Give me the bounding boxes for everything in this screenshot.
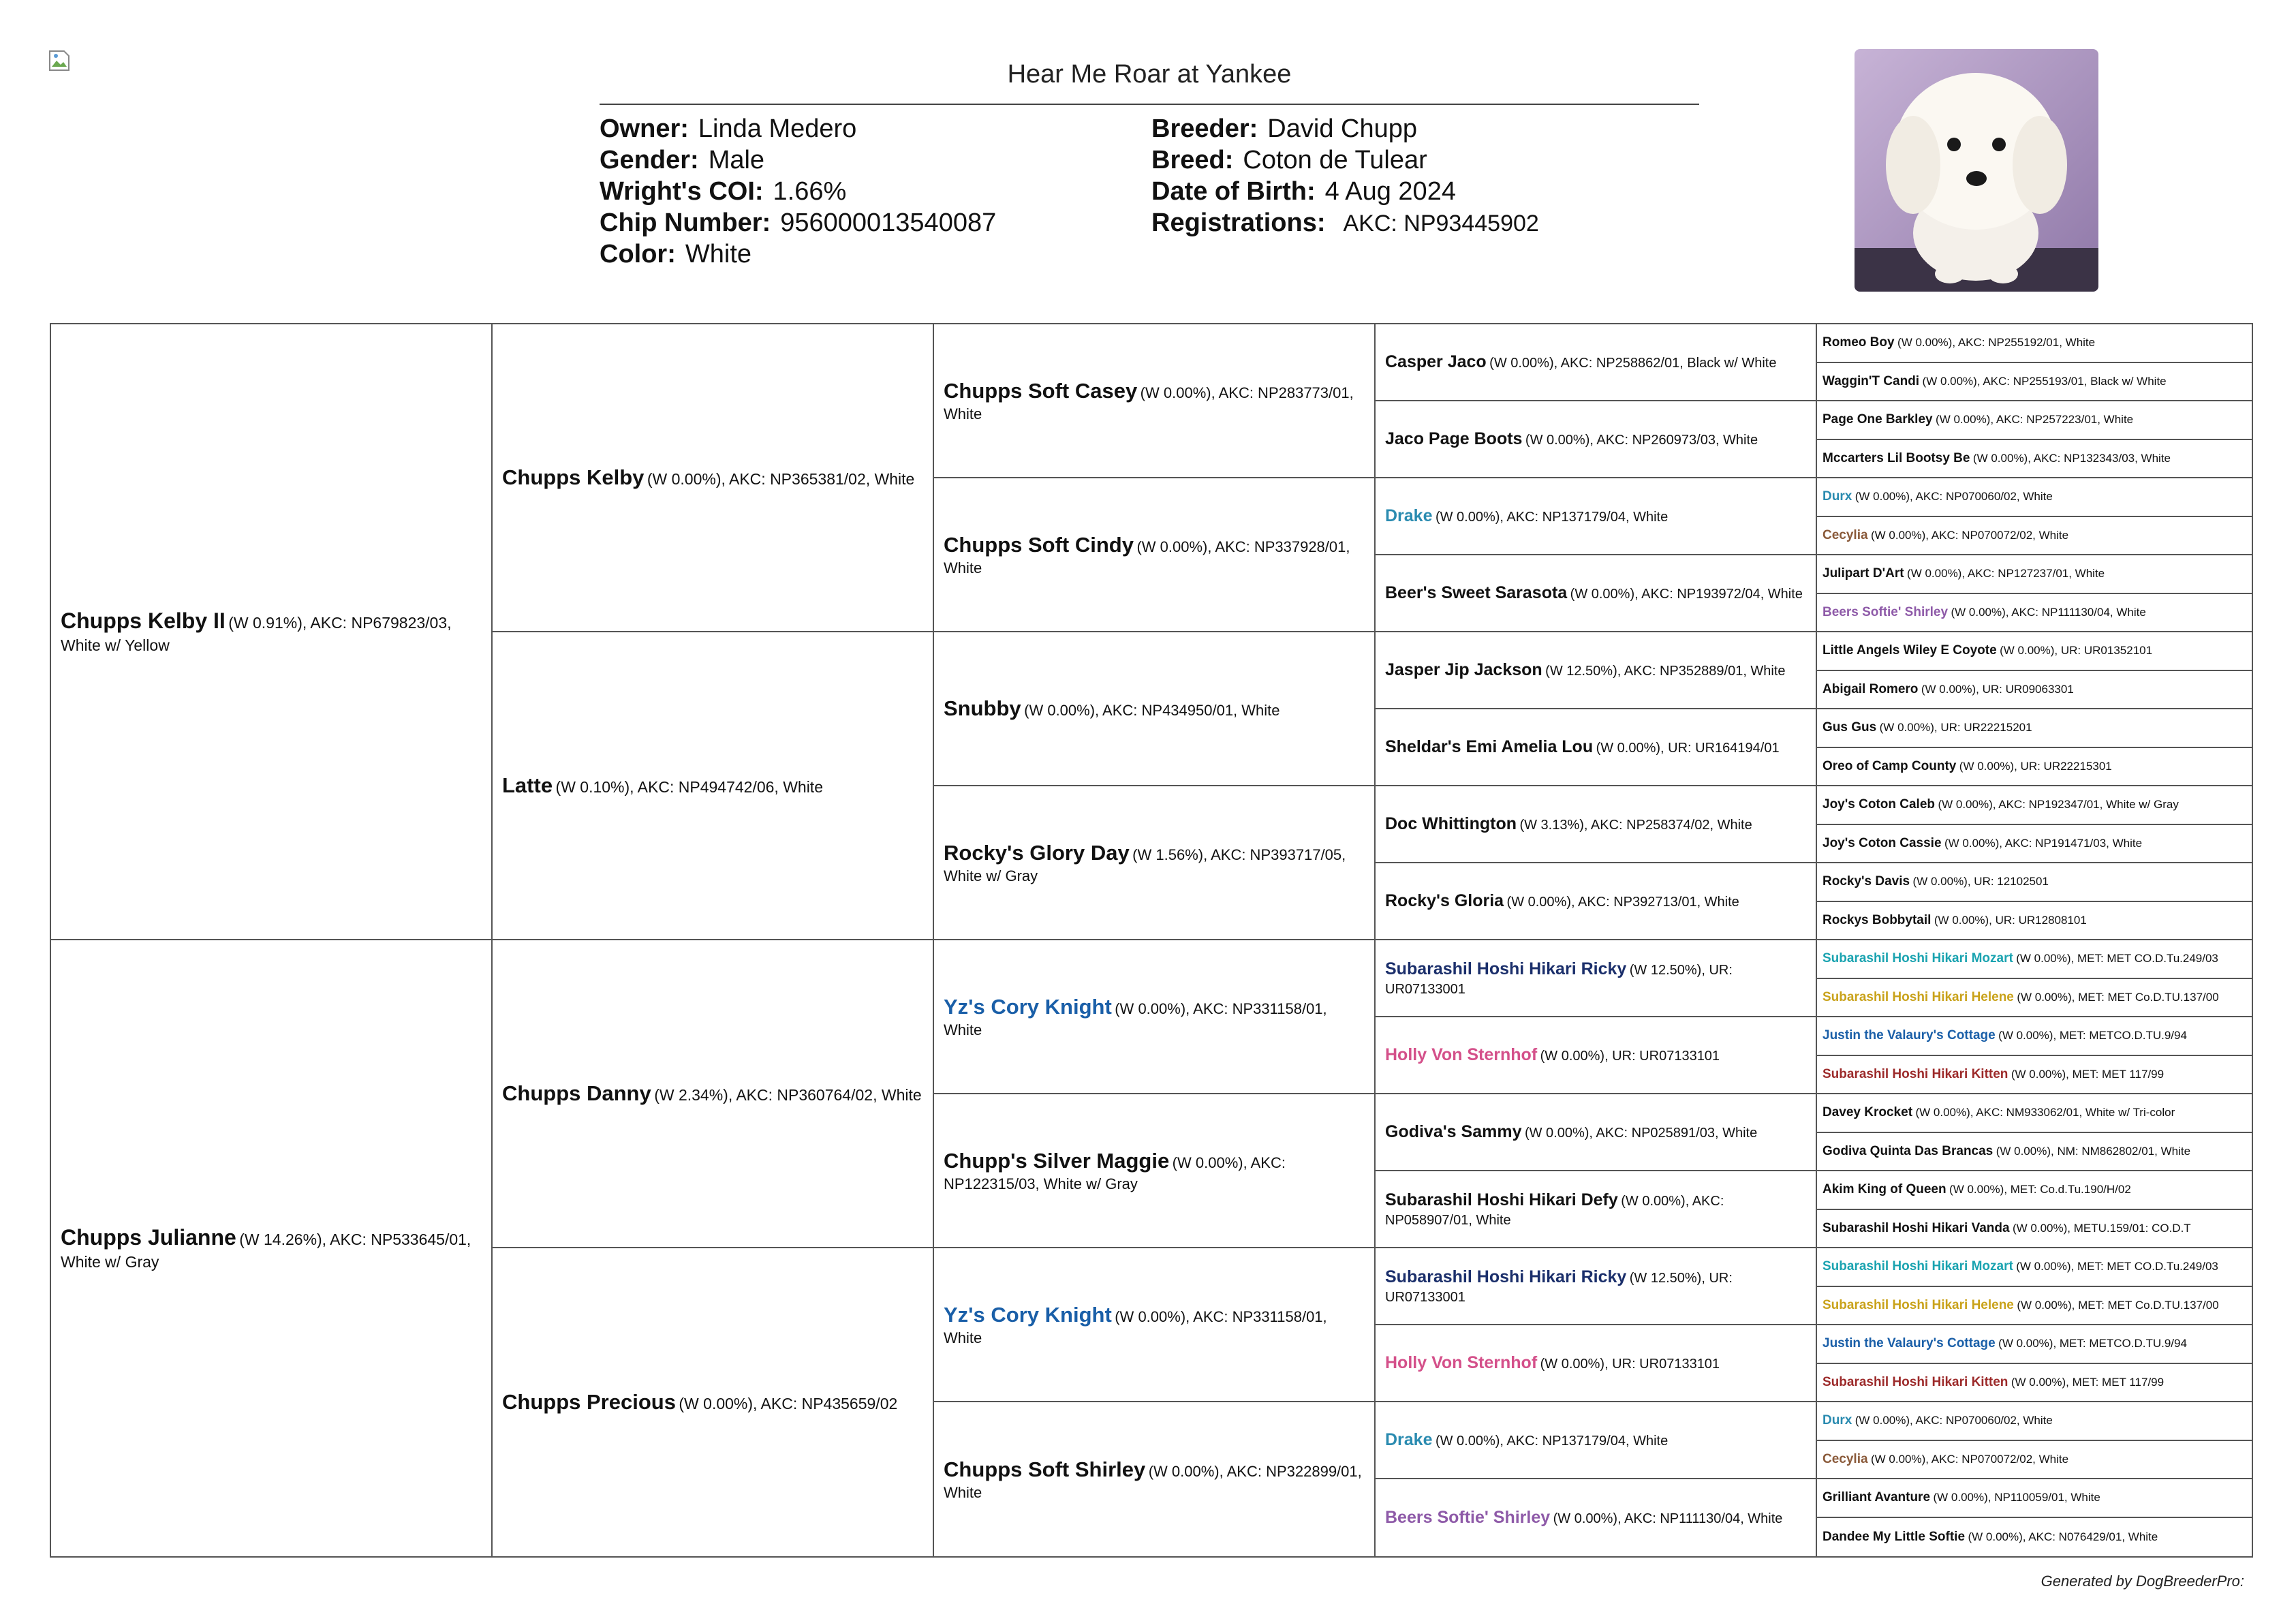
- ancestor-name: Holly Von Sternhof: [1385, 1353, 1538, 1373]
- ancestor-entry: [1822, 720, 2032, 737]
- ancestor-name: Joy's Coton Caleb: [1822, 797, 1935, 812]
- ancestor-name: Page One Barkley: [1822, 412, 1933, 427]
- ancestor-entry: [61, 1224, 482, 1272]
- ancestor-details: (W 0.00%), AKC: NP331158/01, White: [944, 1000, 1327, 1038]
- ancestor-details: (W 1.56%), AKC: NP393717/05, White w/ Gray: [944, 846, 1346, 884]
- ancestor-entry: [1822, 1220, 2191, 1237]
- ancestor-entry: [502, 772, 823, 799]
- pedigree-cell-gen1: [51, 324, 493, 940]
- ancestor-name: Little Angels Wiley E Coyote: [1822, 643, 1997, 658]
- pedigree-cell-gen5: [1817, 1017, 2252, 1056]
- ancestor-name: Drake: [1385, 506, 1433, 526]
- pedigree-cell-gen4: [1376, 632, 1817, 709]
- ancestor-entry: [1822, 1104, 2175, 1122]
- ancestor-entry: [502, 1080, 922, 1107]
- pedigree-cell-gen5: [1817, 517, 2252, 555]
- ancestor-entry: [1822, 412, 2133, 429]
- ancestor-details: (W 0.00%), MET: MET 117/99: [2011, 1375, 2165, 1389]
- ancestor-name: Rocky's Gloria: [1385, 891, 1504, 911]
- pedigree-cell-gen5: [1817, 709, 2252, 748]
- pedigree-cell-gen4: [1376, 940, 1817, 1017]
- ancestor-entry: [1822, 1181, 2131, 1199]
- pedigree-cell-gen4: [1376, 1094, 1817, 1171]
- pedigree-cell-gen3: [934, 1402, 1376, 1556]
- title-divider: [600, 104, 1699, 105]
- ancestor-details: (W 0.00%), AKC: NP392713/01, White: [1506, 895, 1739, 910]
- ancestor-details: (W 0.00%), UR: UR07133101: [1540, 1357, 1720, 1372]
- ancestor-details: (W 0.00%), AKC: NP137179/04, White: [1435, 510, 1669, 525]
- ancestor-details: (W 0.00%), AKC: NP058907/01, White: [1385, 1194, 1724, 1228]
- breeder-value: David Chupp: [1267, 114, 1417, 143]
- ancestor-entry: [1822, 527, 2068, 544]
- ancestor-name: Beer's Sweet Sarasota: [1385, 583, 1568, 603]
- ancestor-name: Chupps Soft Casey: [944, 378, 1138, 403]
- ancestor-details: (W 0.00%), AKC: NP070060/02, White: [1855, 1414, 2053, 1427]
- pedigree-cell-gen4: [1376, 863, 1817, 940]
- ancestor-entry: [1822, 1335, 2187, 1352]
- pedigree-cell-gen5: [1817, 1518, 2252, 1556]
- ancestor-details: (W 0.00%), AKC: NP193972/04, White: [1570, 587, 1803, 602]
- pedigree-cell-gen5: [1817, 1364, 2252, 1402]
- ancestor-entry: [1822, 758, 2112, 775]
- pedigree-cell-gen4: [1376, 401, 1817, 478]
- ancestor-entry: [1385, 582, 1803, 604]
- pedigree-cell-gen5: [1817, 1479, 2252, 1518]
- pedigree-cell-gen5: [1817, 1094, 2252, 1133]
- ancestor-details: (W 0.00%), AKC: NP337928/01, White: [944, 538, 1350, 576]
- ancestor-entry: [1822, 335, 2095, 352]
- ancestor-name: Sheldar's Emi Amelia Lou: [1385, 737, 1594, 757]
- pedigree-cell-gen5: [1817, 1248, 2252, 1287]
- ancestor-name: Chupp's Silver Maggie: [944, 1148, 1170, 1173]
- gender-value: Male: [708, 146, 765, 174]
- pedigree-cell-gen5: [1817, 1441, 2252, 1479]
- ancestor-entry: [1385, 958, 1806, 998]
- ancestor-name: Chupps Soft Shirley: [944, 1457, 1146, 1481]
- ancestor-details: (W 0.00%), AKC: NP257223/01, White: [1936, 413, 2134, 427]
- ancestor-details: (W 0.00%), METU.159/01: CO.D.T: [2013, 1221, 2191, 1235]
- pedigree-cell-gen4: [1376, 324, 1817, 401]
- ancestor-entry: [1385, 351, 1776, 373]
- pedigree-cell-gen5: [1817, 363, 2252, 401]
- ancestor-details: (W 0.00%), AKC: NP025891/03, White: [1524, 1126, 1758, 1141]
- ancestor-entry: [1822, 1489, 2100, 1506]
- ancestor-name: Julipart D'Art: [1822, 566, 1904, 581]
- pedigree-cell-gen5: [1817, 1056, 2252, 1094]
- breed-value: Coton de Tulear: [1243, 146, 1427, 174]
- ancestor-name: Oreo of Camp County: [1822, 758, 1957, 773]
- ancestor-entry: [1822, 989, 2219, 1006]
- pedigree-cell-gen4: [1376, 555, 1817, 632]
- pedigree-cell-gen1: [51, 940, 493, 1556]
- owner-value: Linda Medero: [698, 114, 857, 143]
- ancestor-name: Justin the Valaury's Cottage: [1822, 1336, 1996, 1351]
- breed-row: [1151, 144, 1539, 176]
- pedigree-cell-gen5: [1817, 671, 2252, 709]
- ancestor-entry: [1385, 1121, 1757, 1143]
- ancestor-name: Subarashil Hoshi Hikari Helene: [1822, 989, 2014, 1004]
- ancestor-details: (W 0.00%), MET: METCO.D.TU.9/94: [1998, 1029, 2187, 1042]
- ancestor-entry: [1822, 835, 2142, 852]
- ancestor-details: (W 0.00%), AKC: NP260973/03, White: [1525, 433, 1758, 448]
- pedigree-cell-gen5: [1817, 940, 2252, 979]
- gender-label: Gender:: [600, 146, 699, 174]
- ancestor-name: Godiva Quinta Das Brancas: [1822, 1143, 1994, 1158]
- owner-row: [600, 113, 996, 144]
- dob-value: 4 Aug 2024: [1324, 177, 1456, 206]
- ancestor-details: (W 0.00%), UR: UR01352101: [2000, 644, 2153, 658]
- ancestor-details: (W 0.00%), AKC: NP322899/01, White: [944, 1462, 1362, 1501]
- ancestor-entry: [1822, 912, 2087, 929]
- generated-by-footer: Generated by DogBreederPro:: [2041, 1573, 2244, 1590]
- ancestor-name: Rockys Bobbytail: [1822, 912, 1932, 927]
- ancestor-details: (W 0.00%), MET: MET 117/99: [2011, 1067, 2165, 1081]
- ancestor-entry: [1822, 1027, 2187, 1045]
- pedigree-cell-gen5: [1817, 863, 2252, 902]
- owner-label: Owner:: [600, 114, 689, 143]
- ancestor-entry: [1385, 813, 1752, 835]
- ancestor-details: (W 0.00%), AKC: NP111130/04, White: [1951, 605, 2146, 619]
- ancestor-name: Chupps Soft Cindy: [944, 532, 1134, 557]
- coi-label: Wright's COI:: [600, 177, 764, 206]
- ancestor-entry: [1385, 1044, 1720, 1066]
- pedigree-cell-gen4: [1376, 1325, 1817, 1402]
- ancestor-name: Subarashil Hoshi Hikari Ricky: [1385, 1267, 1627, 1287]
- ancestor-name: Chupps Precious: [502, 1389, 676, 1414]
- ancestor-name: Romeo Boy: [1822, 335, 1895, 350]
- ancestor-details: (W 0.00%), UR: UR07133101: [1540, 1049, 1720, 1064]
- ancestor-entry: [1385, 1352, 1720, 1374]
- breeder-label: Breeder:: [1151, 114, 1258, 143]
- ancestor-entry: [1822, 1066, 2164, 1083]
- pedigree-cell-gen5: [1817, 1133, 2252, 1171]
- ancestor-name: Subarashil Hoshi Hikari Kitten: [1822, 1066, 2008, 1081]
- ancestor-name: Justin the Valaury's Cottage: [1822, 1028, 1996, 1043]
- pedigree-cell-gen5: [1817, 440, 2252, 478]
- pedigree-cell-gen3: [934, 632, 1376, 786]
- breeder-row: [1151, 113, 1539, 144]
- registrations-value: AKC: NP93445902: [1343, 211, 1539, 236]
- ancestor-name: Durx: [1822, 489, 1852, 504]
- pedigree-cell-gen4: [1376, 786, 1817, 863]
- ancestor-details: (W 0.00%), AKC: NP127237/01, White: [1907, 567, 2105, 581]
- ancestor-details: (W 0.00%), AKC: NP070060/02, White: [1855, 490, 2053, 504]
- ancestor-entry: [1822, 1451, 2068, 1468]
- ancestor-details: (W 0.91%), AKC: NP679823/03, White w/ Yellow: [61, 614, 452, 654]
- ancestor-details: (W 0.00%), AKC: NM933062/01, White w/ Tri-color: [1915, 1106, 2175, 1119]
- ancestor-details: (W 0.00%), AKC: NP331158/01, White: [944, 1308, 1327, 1346]
- ancestor-details: (W 0.00%), AKC: NP191471/03, White: [1944, 836, 2143, 850]
- registrations-label: Registrations:: [1151, 208, 1326, 237]
- dob-row: [1151, 176, 1539, 207]
- ancestor-name: Gus Gus: [1822, 720, 1877, 735]
- ancestor-details: (W 0.00%), MET: Co.d.Tu.190/H/02: [1949, 1183, 2131, 1196]
- ancestor-details: (W 2.34%), AKC: NP360764/02, White: [654, 1085, 922, 1104]
- ancestor-entry: [1822, 874, 2049, 891]
- ancestor-entry: [1822, 1374, 2164, 1391]
- ancestor-entry: [944, 531, 1365, 578]
- pedigree-cell-gen5: [1817, 1402, 2252, 1441]
- pedigree-cell-gen5: [1817, 1171, 2252, 1210]
- ancestor-name: Cecylia: [1822, 1451, 1868, 1466]
- ancestor-name: Mccarters Lil Bootsy Be: [1822, 450, 1970, 465]
- ancestor-entry: [1385, 1506, 1782, 1529]
- ancestor-name: Snubby: [944, 696, 1021, 720]
- pedigree-cell-gen5: [1817, 478, 2252, 517]
- ancestor-entry: [1385, 1189, 1806, 1229]
- ancestor-details: (W 0.00%), AKC: NP192347/01, White w/ Gray: [1938, 798, 2179, 812]
- ancestor-name: Beers Softie' Shirley: [1822, 604, 1949, 619]
- ancestor-details: (W 0.00%), AKC: N076429/01, White: [1968, 1530, 2158, 1543]
- pedigree-cell-gen5: [1817, 748, 2252, 786]
- ancestor-details: (W 12.50%), UR: UR07133001: [1385, 963, 1733, 997]
- registrations-row: [1151, 207, 1539, 239]
- ancestor-name: Godiva's Sammy: [1385, 1122, 1522, 1142]
- ancestor-name: Grilliant Avanture: [1822, 1490, 1931, 1505]
- ancestor-details: (W 0.00%), AKC: NP435659/02: [679, 1394, 898, 1412]
- ancestor-entry: [944, 993, 1365, 1040]
- ancestor-details: (W 0.00%), NP110059/01, White: [1933, 1491, 2100, 1504]
- ancestor-name: Subarashil Hoshi Hikari Mozart: [1822, 1259, 2013, 1274]
- ancestor-details: (W 0.00%), AKC: NP283773/01, White: [944, 384, 1354, 422]
- broken-image-icon: [48, 49, 71, 72]
- ancestor-details: (W 0.00%), AKC: NP255192/01, White: [1897, 336, 2096, 350]
- ancestor-details: (W 0.00%), UR: UR22215201: [1879, 721, 2032, 735]
- color-row: [600, 238, 996, 270]
- ancestor-details: (W 0.00%), UR: UR22215301: [1959, 759, 2112, 773]
- ancestor-details: (W 0.00%), UR: 12102501: [1912, 875, 2049, 888]
- ancestor-details: (W 0.00%), UR: UR09063301: [1921, 682, 2074, 696]
- ancestor-details: (W 0.00%), AKC: NP070072/02, White: [1871, 528, 2069, 542]
- ancestor-name: Casper Jaco: [1385, 352, 1487, 372]
- ancestor-details: (W 14.26%), AKC: NP533645/01, White w/ Gray: [61, 1231, 471, 1271]
- ancestor-entry: [944, 1301, 1365, 1348]
- ancestor-entry: [944, 839, 1365, 886]
- pedigree-cell-gen5: [1817, 555, 2252, 594]
- ancestor-name: Doc Whittington: [1385, 814, 1517, 834]
- ancestor-name: Rocky's Glory Day: [944, 840, 1130, 865]
- ancestor-details: (W 0.00%), MET: MET Co.D.TU.137/00: [2017, 1298, 2219, 1312]
- coi-row: [600, 176, 996, 207]
- ancestor-entry: [1822, 450, 2171, 467]
- ancestor-details: (W 0.00%), UR: UR164194/01: [1596, 741, 1780, 756]
- ancestor-entry: [944, 695, 1280, 722]
- pedigree-cell-gen4: [1376, 1248, 1817, 1325]
- pedigree-cell-gen2: [493, 324, 934, 632]
- ancestor-name: Yz's Cory Knight: [944, 1302, 1112, 1327]
- pedigree-cell-gen4: [1376, 1171, 1817, 1248]
- pedigree-cell-gen5: [1817, 979, 2252, 1017]
- dog-name-title: Hear Me Roar at Yankee: [1007, 60, 1292, 89]
- breed-label: Breed:: [1151, 146, 1234, 174]
- ancestor-entry: [1822, 643, 2152, 660]
- ancestor-details: (W 0.00%), MET: MET CO.D.Tu.249/03: [2016, 1260, 2218, 1273]
- ancestor-entry: [502, 1389, 897, 1416]
- pedigree-cell-gen5: [1817, 902, 2252, 940]
- ancestor-entry: [944, 377, 1365, 424]
- chip-label: Chip Number:: [600, 208, 771, 237]
- pedigree-cell-gen3: [934, 786, 1376, 940]
- pedigree-cell-gen5: [1817, 1287, 2252, 1325]
- pedigree-cell-gen5: [1817, 401, 2252, 440]
- ancestor-entry: [1822, 1412, 2053, 1429]
- chip-row: [600, 207, 996, 238]
- ancestor-details: (W 12.50%), UR: UR07133001: [1385, 1271, 1733, 1305]
- ancestor-name: Durx: [1822, 1413, 1852, 1428]
- ancestor-details: (W 3.13%), AKC: NP258374/02, White: [1519, 818, 1752, 833]
- ancestor-name: Subarashil Hoshi Hikari Kitten: [1822, 1374, 2008, 1389]
- ancestor-name: Subarashil Hoshi Hikari Defy: [1385, 1190, 1618, 1210]
- pedigree-cell-gen3: [934, 478, 1376, 632]
- pedigree-cell-gen5: [1817, 825, 2252, 863]
- ancestor-name: Subarashil Hoshi Hikari Ricky: [1385, 959, 1627, 979]
- ancestor-name: Chupps Kelby: [502, 465, 645, 489]
- ancestor-name: Jaco Page Boots: [1385, 429, 1523, 449]
- pedigree-cell-gen5: [1817, 632, 2252, 671]
- ancestor-details: (W 0.00%), MET: MET Co.D.TU.137/00: [2017, 990, 2219, 1004]
- ancestor-entry: [61, 607, 482, 655]
- ancestor-details: (W 0.00%), UR: UR12808101: [1934, 913, 2087, 927]
- ancestor-name: Abigail Romero: [1822, 681, 1919, 696]
- ancestor-name: Chupps Danny: [502, 1081, 651, 1105]
- ancestor-entry: [1822, 604, 2146, 621]
- pedigree-cell-gen4: [1376, 709, 1817, 786]
- ancestor-name: Chupps Julianne: [61, 1225, 236, 1250]
- ancestor-details: (W 0.00%), AKC: NP365381/02, White: [647, 469, 915, 488]
- chip-value: 956000013540087: [780, 208, 997, 237]
- ancestor-entry: [1822, 797, 2179, 814]
- ancestor-name: Chupps Kelby II: [61, 608, 226, 634]
- coi-value: 1.66%: [773, 177, 847, 206]
- ancestor-name: Cecylia: [1822, 527, 1868, 542]
- pedigree-cell-gen5: [1817, 594, 2252, 632]
- ancestor-entry: [1822, 373, 2167, 390]
- ancestor-name: Dandee My Little Softie: [1822, 1529, 1966, 1544]
- pedigree-cell-gen3: [934, 1094, 1376, 1248]
- pedigree-cell-gen3: [934, 940, 1376, 1094]
- ancestor-name: Rocky's Davis: [1822, 874, 1910, 889]
- ancestor-name: Subarashil Hoshi Hikari Helene: [1822, 1297, 2014, 1312]
- ancestor-details: (W 0.00%), AKC: NP137179/04, White: [1435, 1434, 1669, 1449]
- ancestor-name: Akim King of Queen: [1822, 1182, 1946, 1197]
- ancestor-name: Davey Krocket: [1822, 1105, 1913, 1120]
- pedigree-cell-gen4: [1376, 1479, 1817, 1556]
- ancestor-name: Subarashil Hoshi Hikari Vanda: [1822, 1220, 2010, 1235]
- pedigree-cell-gen3: [934, 324, 1376, 478]
- ancestor-name: Yz's Cory Knight: [944, 994, 1112, 1019]
- ancestor-name: Latte: [502, 773, 553, 797]
- ancestor-entry: [1822, 566, 2105, 583]
- pedigree-chart: [50, 323, 2253, 1558]
- color-value: White: [685, 240, 752, 268]
- ancestor-details: (W 0.00%), AKC: NP258862/01, Black w/ White: [1489, 356, 1777, 371]
- pedigree-cell-gen2: [493, 632, 934, 940]
- ancestor-details: (W 0.00%), AKC: NP434950/01, White: [1024, 701, 1280, 719]
- pedigree-cell-gen2: [493, 940, 934, 1248]
- ancestor-details: (W 0.00%), AKC: NP122315/03, White w/ Gray: [944, 1154, 1286, 1192]
- ancestor-entry: [1385, 1429, 1668, 1451]
- ancestor-entry: [944, 1456, 1365, 1503]
- ancestor-entry: [1822, 1143, 2190, 1160]
- info-right: [1151, 113, 1539, 239]
- pedigree-cell-gen5: [1817, 324, 2252, 363]
- pedigree-cell-gen2: [493, 1248, 934, 1556]
- dog-photo: [1855, 49, 2098, 292]
- ancestor-details: (W 0.00%), AKC: NP111130/04, White: [1553, 1511, 1783, 1527]
- ancestor-details: (W 0.00%), MET: METCO.D.TU.9/94: [1998, 1337, 2187, 1350]
- ancestor-details: (W 0.00%), AKC: NP255193/01, Black w/ White: [1922, 374, 2167, 388]
- ancestor-name: Beers Softie' Shirley: [1385, 1508, 1551, 1528]
- ancestor-entry: [1822, 1258, 2218, 1276]
- ancestor-entry: [502, 464, 914, 491]
- color-label: Color:: [600, 240, 676, 268]
- ancestor-entry: [1385, 428, 1758, 450]
- ancestor-name: Holly Von Sternhof: [1385, 1045, 1538, 1065]
- pedigree-cell-gen5: [1817, 786, 2252, 825]
- ancestor-name: Drake: [1385, 1430, 1433, 1450]
- ancestor-entry: [1822, 681, 2074, 698]
- ancestor-entry: [1385, 890, 1739, 912]
- ancestor-entry: [1822, 489, 2053, 506]
- pedigree-cell-gen5: [1817, 1325, 2252, 1364]
- ancestor-entry: [1385, 505, 1668, 527]
- ancestor-name: Waggin'T Candi: [1822, 373, 1920, 388]
- ancestor-details: (W 0.00%), AKC: NP070072/02, White: [1871, 1452, 2069, 1466]
- ancestor-entry: [1385, 1266, 1806, 1306]
- dob-label: Date of Birth:: [1151, 177, 1316, 206]
- pedigree-cell-gen4: [1376, 1402, 1817, 1479]
- ancestor-details: (W 0.10%), AKC: NP494742/06, White: [555, 777, 823, 796]
- ancestor-details: (W 0.00%), MET: MET CO.D.Tu.249/03: [2016, 952, 2218, 965]
- ancestor-entry: [1385, 736, 1780, 758]
- info-left: [600, 113, 996, 270]
- pedigree-cell-gen3: [934, 1248, 1376, 1402]
- ancestor-entry: [944, 1147, 1365, 1194]
- ancestor-entry: [1822, 950, 2218, 968]
- pedigree-cell-gen4: [1376, 1017, 1817, 1094]
- ancestor-details: (W 12.50%), AKC: NP352889/01, White: [1545, 664, 1786, 679]
- ancestor-name: Joy's Coton Cassie: [1822, 835, 1942, 850]
- ancestor-entry: [1822, 1297, 2219, 1314]
- ancestor-entry: [1822, 1529, 2158, 1546]
- ancestor-details: (W 0.00%), AKC: NP132343/03, White: [1972, 451, 2171, 465]
- ancestor-entry: [1385, 659, 1786, 681]
- gender-row: [600, 144, 996, 176]
- ancestor-name: Jasper Jip Jackson: [1385, 660, 1542, 680]
- pedigree-cell-gen4: [1376, 478, 1817, 555]
- ancestor-name: Subarashil Hoshi Hikari Mozart: [1822, 951, 2013, 966]
- pedigree-cell-gen5: [1817, 1210, 2252, 1248]
- ancestor-details: (W 0.00%), NM: NM862802/01, White: [1996, 1144, 2191, 1158]
